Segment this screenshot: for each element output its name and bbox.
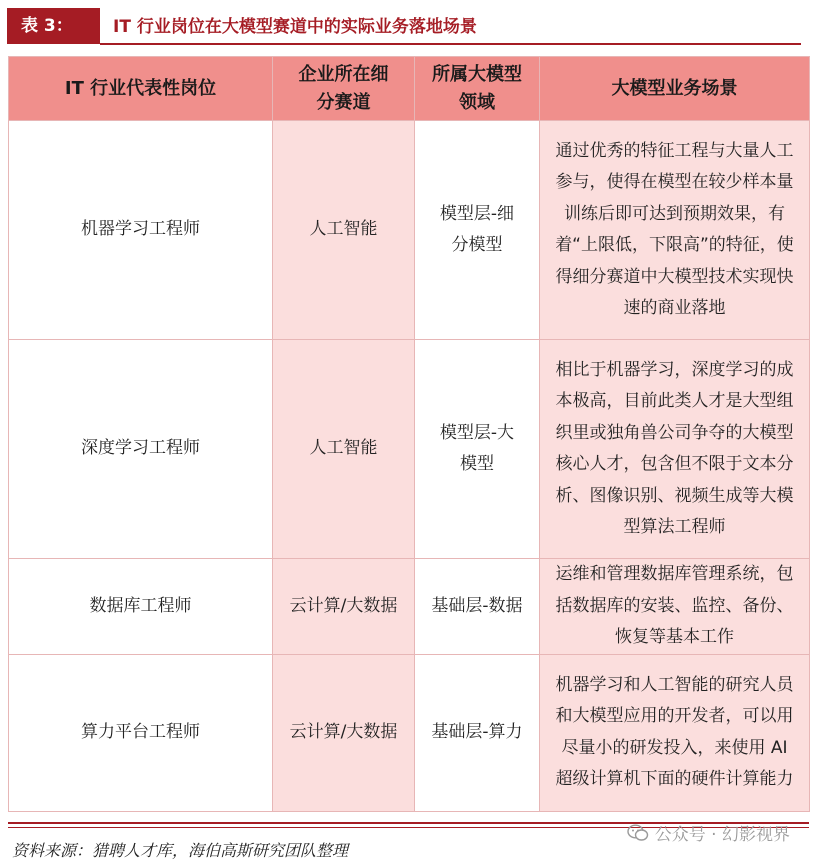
column-header-domain <box>415 57 540 121</box>
cell-scene: 通过优秀的特征工程与大量人工参与，使得在模型在较少样本量训练后即可达到预期效果，有着“上限低，下限高”的特征，使得细分赛道中大模型技术实现快速的商业落地 <box>540 121 810 340</box>
cell-scene: 相比于机器学习，深度学习的成本极高，目前此类人才是大型组织里或独角兽公司争夺的大模型核心人才，包含但不限于文本分析、图像识别、视频生成等大模型算法工程师 <box>540 340 810 559</box>
table-title-bar <box>7 8 801 44</box>
table-row <box>9 559 810 655</box>
cell-track: 人工智能 <box>273 340 415 559</box>
source-note: 资料来源：猎聘人才库，海伯高斯研究团队整理 <box>12 841 349 860</box>
cell-track <box>273 559 415 655</box>
column-header-track-text: 企业所在细分赛道 <box>298 63 389 113</box>
cell-scene: 机器学习和人工智能的研究人员和大模型应用的开发者，可以用尽量小的研发投入，来使用 AI 超级计算机下面的硬件计算能力 <box>540 654 810 811</box>
table-number-label: 表 3： <box>7 8 100 44</box>
watermark-text: 公众号 · 幻影视界 <box>654 825 790 845</box>
cell-domain-text: 模型层-大模型 <box>439 422 515 474</box>
column-header-role: IT 行业代表性岗位 <box>9 57 273 121</box>
cell-track-text: 云计算/大数据 <box>289 721 398 742</box>
title-underline <box>100 43 801 45</box>
cell-scene: 运维和管理数据库管理系统，包括数据库的安装、监控、备份、恢复等基本工作 <box>540 559 810 655</box>
cell-track-text: 云计算/大数据 <box>289 595 398 616</box>
cell-domain <box>415 559 540 655</box>
table-title: IT 行业岗位在大模型赛道中的实际业务落地场景 <box>113 17 477 37</box>
table-container <box>8 56 809 812</box>
cell-domain-text: 模型层-细分模型 <box>439 203 515 255</box>
cell-role: 数据库工程师 <box>9 559 273 655</box>
cell-domain <box>415 340 540 559</box>
table-row <box>9 121 810 340</box>
watermark <box>627 820 790 845</box>
cell-track <box>273 654 415 811</box>
column-header-domain-text: 所属大模型领域 <box>432 63 522 113</box>
table-row <box>9 654 810 811</box>
cell-track: 人工智能 <box>273 121 415 340</box>
column-header-scene: 大模型业务场景 <box>540 57 810 121</box>
cell-domain <box>415 654 540 811</box>
wechat-icon <box>627 824 649 842</box>
cell-domain-text: 基础层-数据 <box>431 595 523 616</box>
cell-domain-text: 基础层-算力 <box>431 721 523 742</box>
job-scenario-table <box>8 56 810 812</box>
cell-domain <box>415 121 540 340</box>
table-row <box>9 340 810 559</box>
table-header-row <box>9 57 810 121</box>
cell-role: 机器学习工程师 <box>9 121 273 340</box>
cell-role: 深度学习工程师 <box>9 340 273 559</box>
column-header-track <box>273 57 415 121</box>
cell-role: 算力平台工程师 <box>9 654 273 811</box>
